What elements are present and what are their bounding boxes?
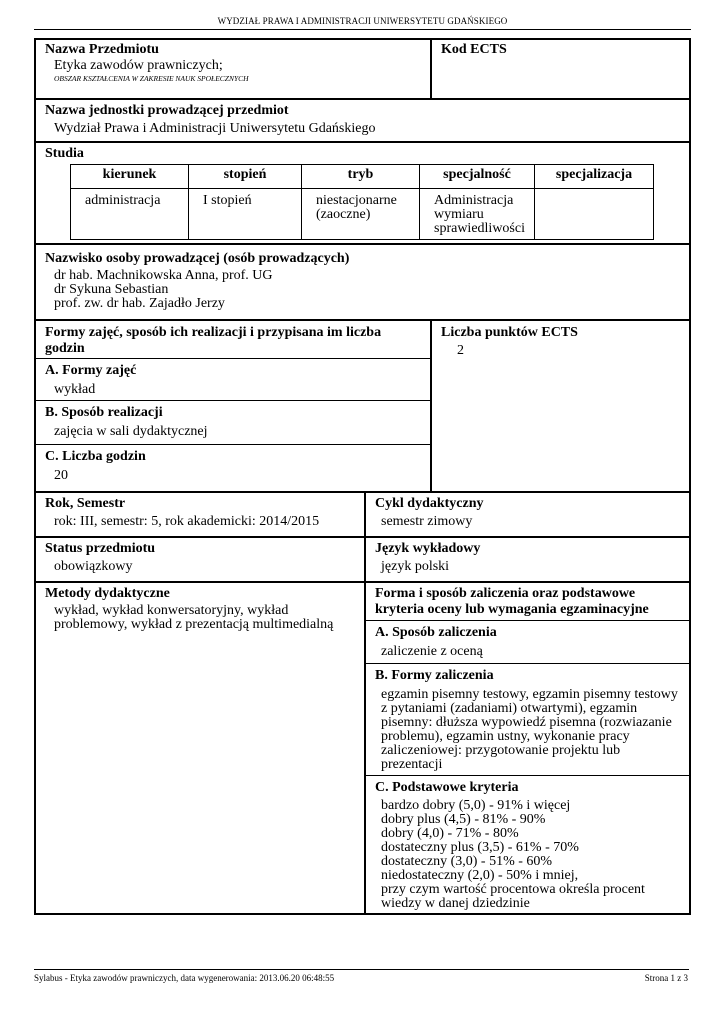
forms-c-cell <box>36 445 430 491</box>
lecturers-label: Nazwisko osoby prowadzącej (osób prowadzących) <box>45 251 350 266</box>
assessment-c-cell <box>366 776 689 915</box>
methods-label: Metody dydaktyczne <box>45 586 170 601</box>
forms-a-value: wykład <box>54 382 96 397</box>
studia-header-kierunek: kierunek <box>71 165 189 189</box>
ects-points-label: Liczba punktów ECTS <box>441 325 578 340</box>
course-area: OBSZAR KSZTAŁCENIA W ZAKRESIE NAUK SPOŁECZNYCH <box>54 74 249 83</box>
studia-header-specjalnosc: specjalność <box>420 165 535 189</box>
studia-kierunek-value: administracja <box>71 189 189 240</box>
forms-label: Formy zajęć, sposób ich realizacji i przypisana im liczba godzin <box>45 325 382 356</box>
studia-specjalizacja-value <box>535 189 654 240</box>
language-cell <box>366 538 689 581</box>
assessment-c-label: C. Podstawowe kryteria <box>375 780 519 795</box>
ects-points-cell <box>432 321 689 491</box>
lecturer-3: prof. zw. dr hab. Zajadło Jerzy <box>54 296 225 311</box>
studia-specjalnosc-value: Administracja wymiaru sprawiedliwości <box>420 189 535 240</box>
unit-row <box>36 100 689 143</box>
footer-page-number: Strona 1 z 3 <box>644 973 688 983</box>
studia-cell <box>36 143 689 243</box>
status-row <box>36 538 689 583</box>
assessment-a-cell <box>366 621 689 664</box>
page-header: WYDZIAŁ PRAWA I ADMINISTRACJI UNIWERSYTETU GDAŃSKIEGO <box>217 16 508 26</box>
forms-left <box>36 321 432 491</box>
forms-c-label: C. Liczba godzin <box>45 449 146 464</box>
studia-header-specjalizacja: specjalizacja <box>535 165 654 189</box>
assessment-b-label: B. Formy zaliczenia <box>375 668 494 683</box>
forms-b-label: B. Sposób realizacji <box>45 405 163 420</box>
course-name-value: Etyka zawodów prawniczych; <box>54 58 223 73</box>
studia-data-row <box>71 189 654 240</box>
header-rule <box>34 29 691 30</box>
status-value: obowiązkowy <box>54 559 133 574</box>
studia-stopien-value: I stopień <box>189 189 302 240</box>
forms-c-value: 20 <box>54 468 68 483</box>
language-value: język polski <box>381 559 450 574</box>
course-name-row <box>36 40 689 100</box>
studia-header-stopien: stopień <box>189 165 302 189</box>
year-cell <box>36 493 366 536</box>
methods-value: wykład, wykład konwersatoryjny, wykład problemowy, wykład z prezentacją multimedialną <box>54 603 334 632</box>
course-name-cell <box>36 40 432 98</box>
assessment-a-label: A. Sposób zaliczenia <box>375 625 497 640</box>
unit-cell <box>36 100 689 141</box>
forms-heading-cell <box>36 321 430 359</box>
forms-b-cell <box>36 401 430 445</box>
lecturer-1: dr hab. Machnikowska Anna, prof. UG <box>54 268 273 283</box>
cycle-label: Cykl dydaktyczny <box>375 496 484 511</box>
ects-code-label: Kod ECTS <box>441 42 507 57</box>
unit-value: Wydział Prawa i Administracji Uniwersytetu Gdańskiego <box>54 121 376 136</box>
cycle-value: semestr zimowy <box>381 514 473 529</box>
assessment-heading-cell <box>366 583 689 621</box>
lecturers-row <box>36 245 689 321</box>
lecturer-2: dr Sykuna Sebastian <box>54 282 169 297</box>
assessment-column <box>366 583 689 913</box>
footer-rule <box>34 969 689 970</box>
methods-row <box>36 583 689 913</box>
assessment-b-value: egzamin pisemny testowy, egzamin pisemny testowy z pytaniami (zadaniami) otwartymi), egzamin pisemny: dłuższa wypowiedź pisemna (rozwiazanie problemu), egzamin ustny, wykonanie pracy zaliczeniowej: przygotowanie projektu lub prezentacji <box>381 687 678 772</box>
forms-a-label: A. Formy zajęć <box>45 363 137 378</box>
forms-b-value: zajęcia w sali dydaktycznej <box>54 424 208 439</box>
year-row <box>36 493 689 538</box>
assessment-b-cell <box>366 664 689 776</box>
cycle-cell <box>366 493 689 536</box>
studia-row <box>36 143 689 245</box>
studia-table <box>70 164 654 240</box>
studia-label: Studia <box>45 146 84 161</box>
studia-header-tryb: tryb <box>302 165 420 189</box>
assessment-a-value: zaliczenie z oceną <box>381 644 483 659</box>
forms-row <box>36 321 689 493</box>
studia-header-row <box>71 165 654 189</box>
footer-document-info: Sylabus - Etyka zawodów prawniczych, data wygenerowania: 2013.06.20 06:48:55 <box>34 973 335 983</box>
status-cell <box>36 538 366 581</box>
studia-tryb-value: niestacjonarne (zaoczne) <box>302 189 420 240</box>
methods-cell <box>36 583 366 913</box>
ects-code-cell <box>432 40 689 98</box>
lecturers-cell <box>36 245 689 319</box>
ects-points-value: 2 <box>457 343 464 358</box>
assessment-c-value: bardzo dobry (5,0) - 91% i więcej dobry plus (4,5) - 81% - 90% dobry (4,0) - 71% - 80% dostateczny plus (3,5) - 61% - 70% dostateczny (3,0) - 51% - 60% niedostateczny (2,0) - 50% i mniej, przy czym wartość procentowa określa procent wiedzy w danej dziedzinie <box>381 798 645 911</box>
language-label: Język wykładowy <box>375 541 481 556</box>
assessment-label: Forma i sposób zaliczenia oraz podstawowe kryteria oceny lub wymagania egzaminacyjne <box>375 586 649 617</box>
year-label: Rok, Semestr <box>45 496 126 511</box>
year-value: rok: III, semestr: 5, rok akademicki: 2014/2015 <box>54 514 320 529</box>
course-name-label: Nazwa Przedmiotu <box>45 42 159 57</box>
status-label: Status przedmiotu <box>45 541 156 556</box>
syllabus-frame <box>34 38 691 915</box>
forms-a-cell <box>36 359 430 401</box>
unit-label: Nazwa jednostki prowadzącej przedmiot <box>45 103 289 118</box>
